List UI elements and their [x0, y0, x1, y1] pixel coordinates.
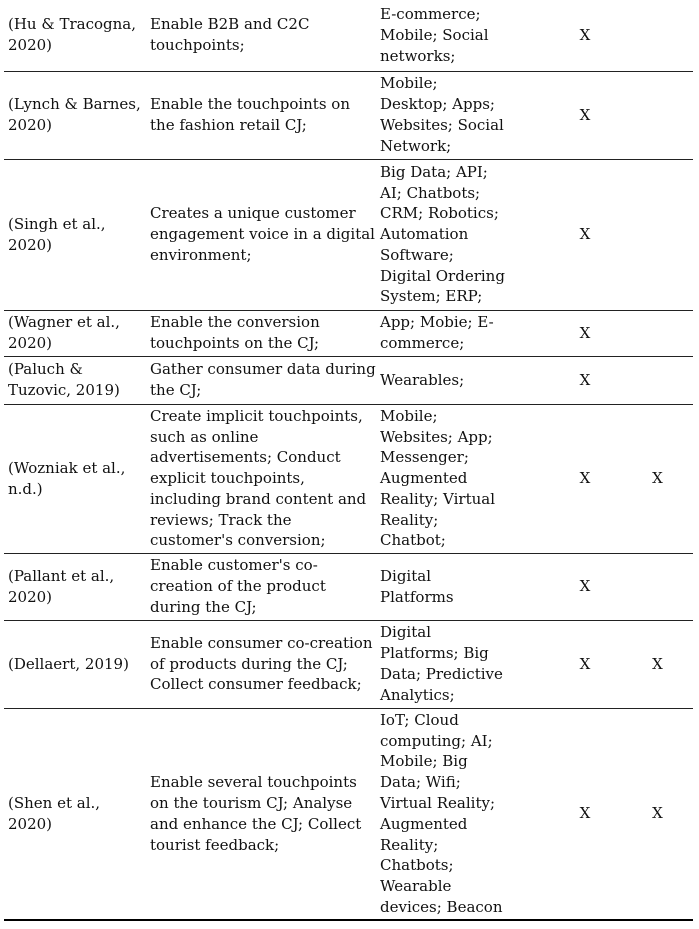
author-text: (Wozniak et al., n.d.) [8, 458, 126, 498]
author-text: (Lynch & Barnes, 2020) [8, 95, 141, 134]
mark-cell-1 [548, 356, 622, 404]
technologies-text: IoT; Cloud computing; AI; Mobile; Big Data; Wifi; Virtual Reality; Augmented Reality; Chatbots; Wearable devices; Beacon [380, 710, 503, 916]
mark-cell-2 [622, 708, 693, 920]
purpose-text: Enable customer's co- creation of the product during the CJ; [150, 556, 326, 616]
purpose-text: Enable consumer co-creation of products during the CJ; Collect consumer feedback; [150, 633, 373, 694]
table-row [4, 553, 693, 620]
purpose-text: Creates a unique customer engagement voice in a digital environment; [150, 204, 375, 264]
author-cell [4, 356, 146, 404]
author-cell [4, 620, 146, 708]
author-text: (Hu & Tracogna, 2020) [8, 15, 137, 55]
purpose-cell [146, 356, 376, 404]
mark-text: X [579, 25, 591, 44]
table-row [4, 404, 693, 553]
mark-text: X [579, 654, 591, 673]
technologies-cell [376, 553, 548, 620]
mark-cell-2 [622, 620, 693, 708]
mark-cell-2 [622, 71, 693, 159]
author-cell [4, 0, 146, 71]
technologies-cell [376, 0, 548, 71]
mark-cell-1 [548, 620, 622, 708]
author-text: (Singh et al., 2020) [8, 214, 106, 254]
purpose-text: Enable B2B and C2C touchpoints; [150, 15, 310, 55]
technologies-text: Wearables; [380, 370, 465, 389]
purpose-text: Enable the touchpoints on the fashion retail CJ; [150, 95, 350, 134]
purpose-cell [146, 71, 376, 159]
mark-cell-2 [622, 310, 693, 356]
mark-text: X [579, 804, 591, 823]
mark-cell-2 [622, 356, 693, 404]
technologies-cell [376, 310, 548, 356]
mark-text: X [652, 804, 663, 823]
table-row [4, 310, 693, 356]
table-row [4, 708, 693, 920]
table-row [4, 71, 693, 159]
author-cell [4, 553, 146, 620]
table-row [4, 356, 693, 404]
author-cell [4, 708, 146, 920]
author-cell [4, 71, 146, 159]
mark-cell-2 [622, 404, 693, 553]
technologies-text: Mobile; Websites; App; Messenger; Augmented Reality; Virtual Reality; Chatbot; [380, 406, 495, 550]
author-text: (Paluch & Tuzovic, 2019) [8, 360, 120, 399]
mark-text: X [579, 323, 591, 342]
mark-cell-1 [548, 404, 622, 553]
technologies-cell [376, 708, 548, 920]
mark-cell-2 [622, 0, 693, 71]
purpose-cell [146, 0, 376, 71]
mark-text: X [652, 654, 663, 673]
mark-text: X [579, 225, 591, 244]
technologies-text: App; Mobie; E- commerce; [380, 313, 494, 352]
mark-cell-1 [548, 708, 622, 920]
table-row [4, 620, 693, 708]
purpose-text: Enable the conversion touchpoints on the CJ; [150, 313, 320, 352]
purpose-cell [146, 310, 376, 356]
mark-text: X [579, 370, 591, 389]
purpose-text: Gather consumer data during the CJ; [150, 360, 376, 399]
author-text: (Wagner et al., 2020) [8, 313, 120, 352]
mark-cell-1 [548, 553, 622, 620]
mark-cell-2 [622, 159, 693, 310]
technologies-text: Mobile; Desktop; Apps; Websites; Social Network; [380, 74, 504, 155]
mark-text: X [652, 469, 663, 488]
literature-table [4, 0, 693, 921]
purpose-text: Create implicit touchpoints, such as online advertisements; Conduct explicit touchpoints, including brand content and reviews; Track the customer's conversion; [150, 406, 367, 550]
author-text: (Shen et al., 2020) [8, 793, 101, 833]
technologies-cell [376, 71, 548, 159]
technologies-text: Big Data; API; AI; Chatbots; CRM; Robotics; Automation Software; Digital Ordering System; ERP; [380, 162, 505, 306]
purpose-cell [146, 620, 376, 708]
mark-text: X [579, 577, 591, 596]
purpose-cell [146, 553, 376, 620]
purpose-cell [146, 159, 376, 310]
table-row [4, 0, 693, 71]
technologies-cell [376, 620, 548, 708]
purpose-text: Enable several touchpoints on the tourism CJ; Analyse and enhance the CJ; Collect tourist feedback; [150, 773, 362, 854]
technologies-text: E-commerce; Mobile; Social networks; [380, 5, 489, 65]
table-row [4, 159, 693, 310]
author-text: (Pallant et al., 2020) [8, 566, 115, 606]
technologies-cell [376, 356, 548, 404]
mark-text: X [579, 469, 591, 488]
mark-cell-1 [548, 159, 622, 310]
technologies-text: Digital Platforms; Big Data; Predictive Analytics; [380, 623, 503, 704]
author-cell [4, 310, 146, 356]
technologies-text: Digital Platforms [380, 566, 454, 606]
mark-cell-2 [622, 553, 693, 620]
author-cell [4, 159, 146, 310]
mark-text: X [579, 105, 591, 124]
technologies-cell [376, 404, 548, 553]
mark-cell-1 [548, 0, 622, 71]
purpose-cell [146, 404, 376, 553]
author-cell [4, 404, 146, 553]
author-text: (Dellaert, 2019) [8, 654, 129, 673]
mark-cell-1 [548, 310, 622, 356]
technologies-cell [376, 159, 548, 310]
mark-cell-1 [548, 71, 622, 159]
purpose-cell [146, 708, 376, 920]
